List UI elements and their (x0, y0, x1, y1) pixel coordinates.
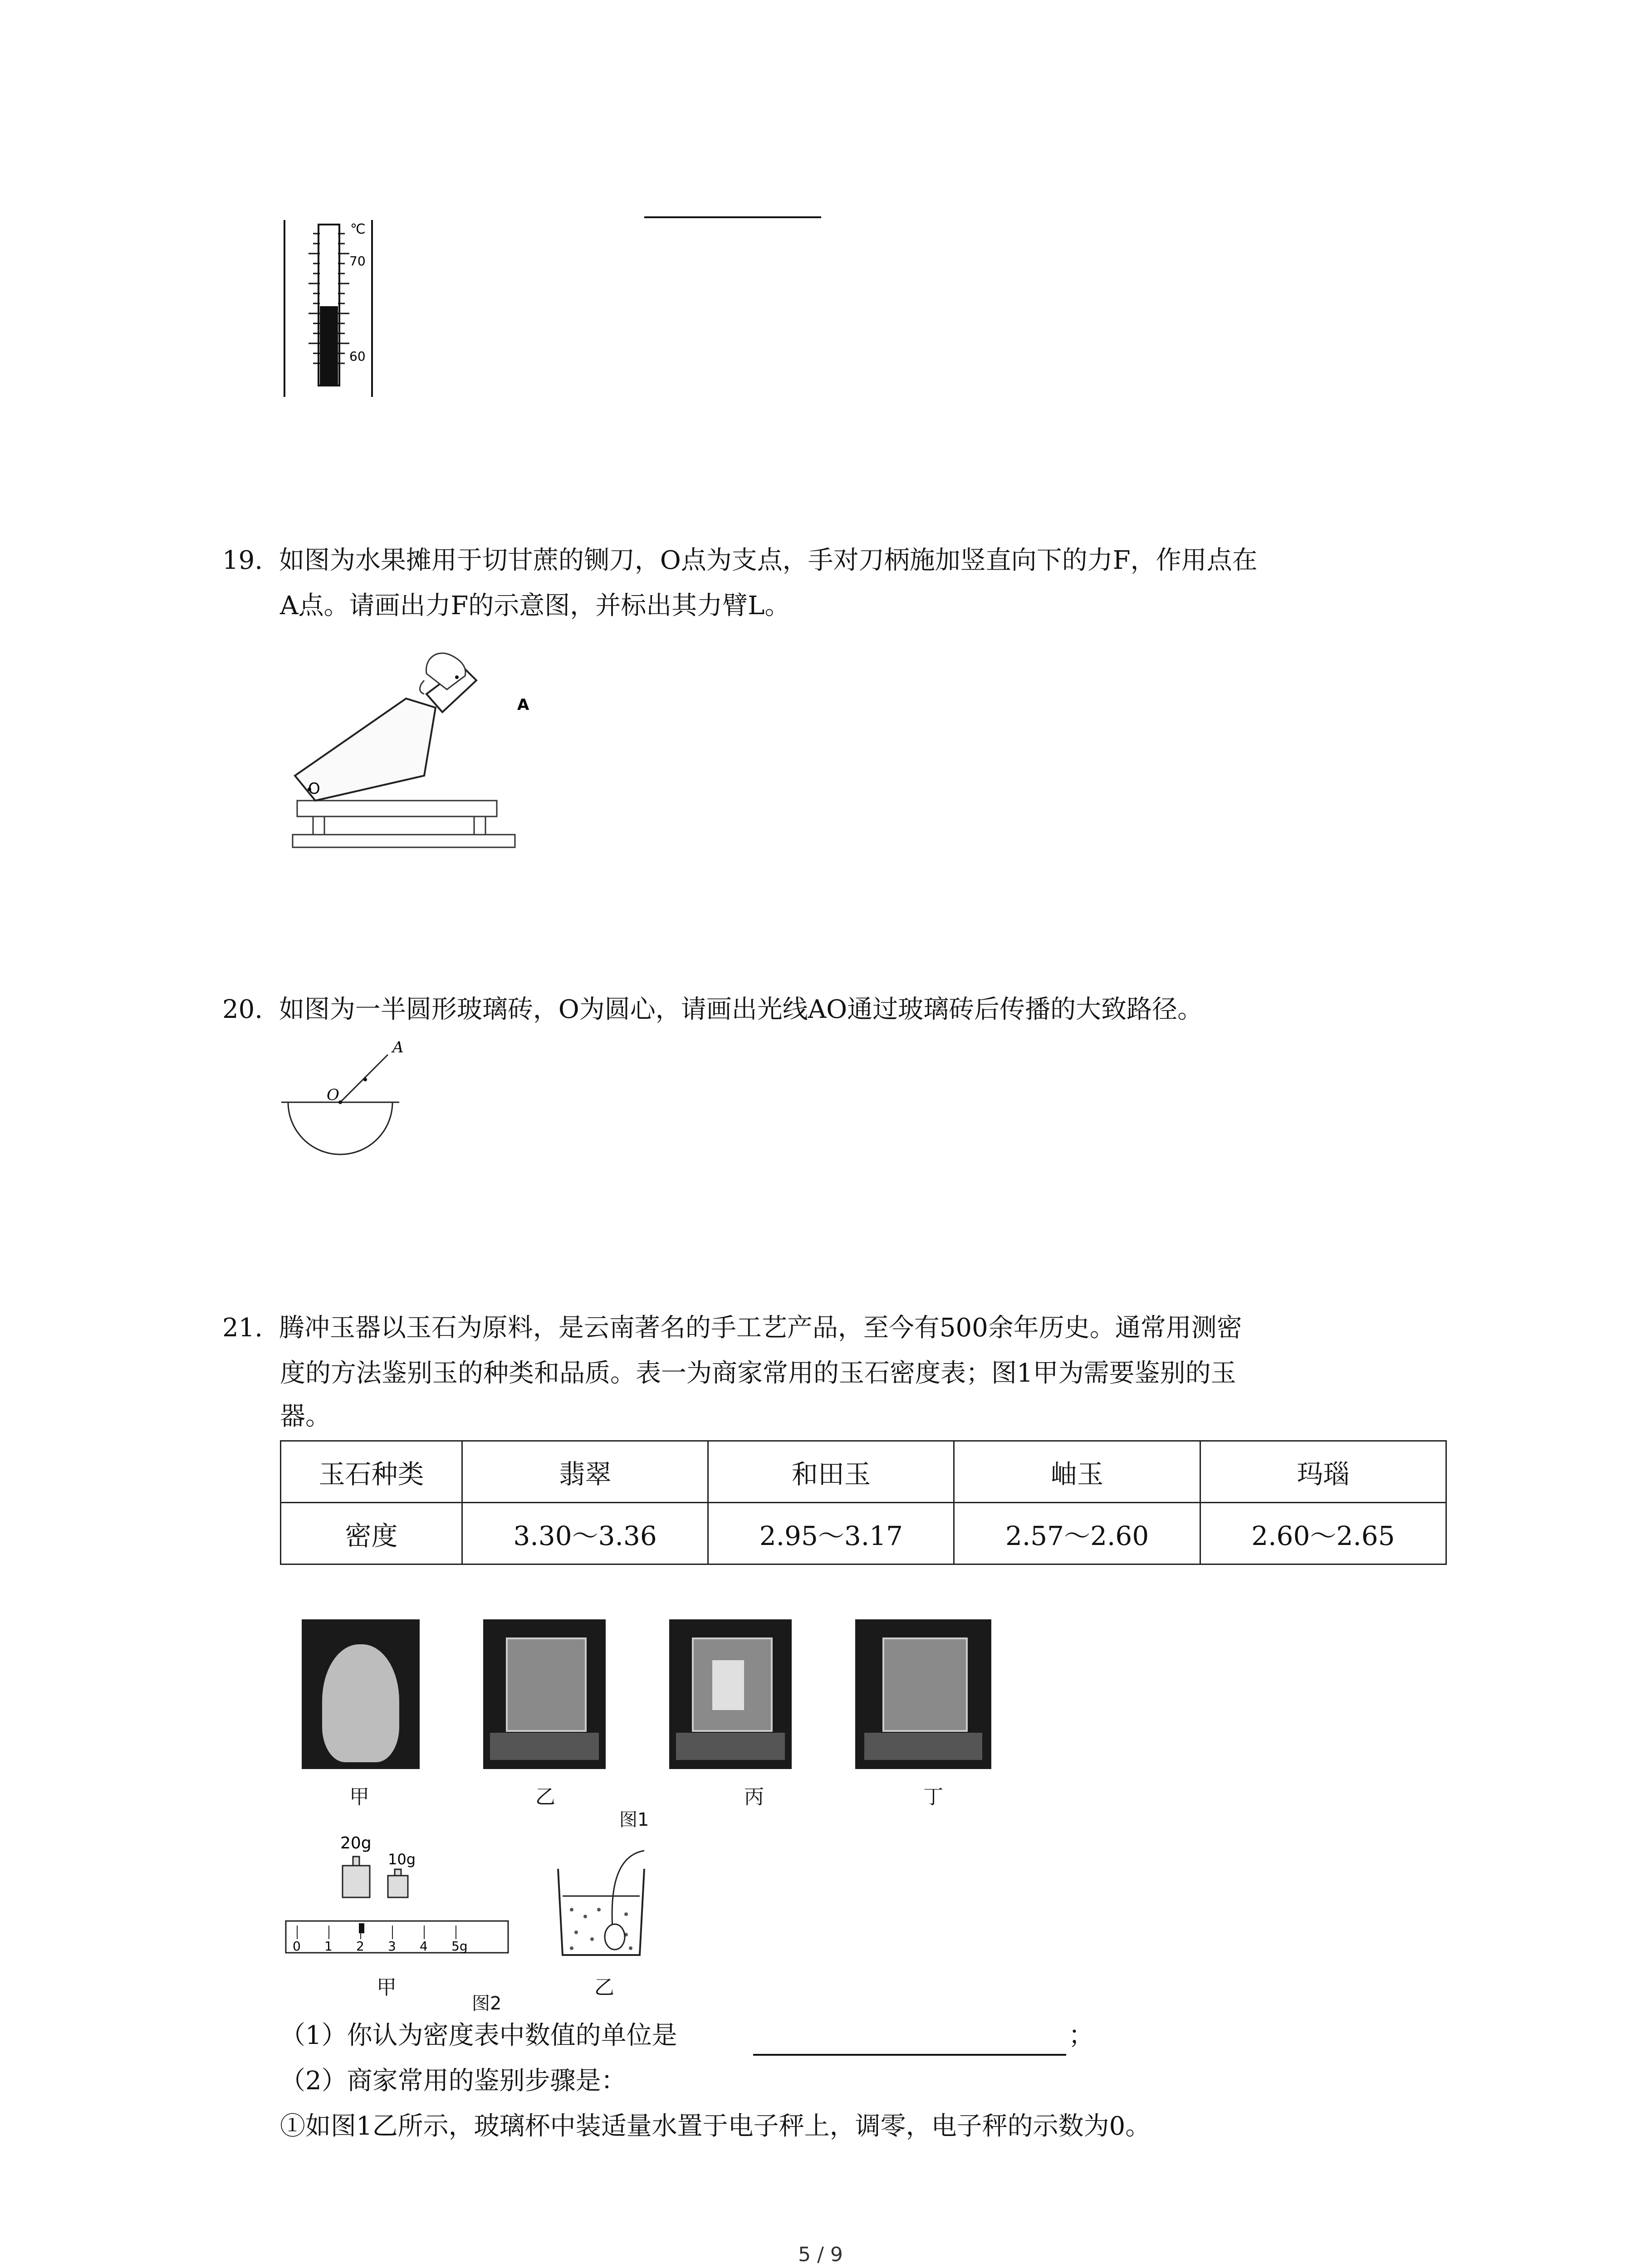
fig1-title: 图1 (619, 1809, 649, 1830)
question-21-line3: 器。 (280, 1402, 331, 1431)
fig1-photo-jade-bottom (855, 1619, 991, 1769)
fig1-photo-scale-water (483, 1619, 606, 1769)
table-header-cell: 玛瑙 (1200, 1441, 1446, 1503)
scale-tick-3: 3 (388, 1939, 396, 1954)
fig1-label-yi: 乙 (535, 1785, 555, 1809)
fig1-photo-jade (302, 1619, 420, 1769)
point-A-label: A (517, 696, 529, 714)
weight-20g-label: 20g (340, 1834, 372, 1853)
question-21-line1: 腾冲玉器以玉石为原料，是云南著名的手工艺产品，至今有500余年历史。通常用测密 (279, 1313, 1242, 1343)
fig1-label-bing: 丙 (744, 1785, 764, 1809)
q21-sub1-text: （1）你认为密度表中数值的单位是 (280, 2021, 677, 2050)
question-20-number: 20. (222, 995, 263, 1024)
fig2-title: 图2 (472, 1993, 502, 2014)
fig1-photo-jade-in-water (669, 1619, 792, 1769)
table-header-cell: 玉石种类 (281, 1441, 462, 1503)
fig2-label-jia: 甲 (377, 1976, 397, 1999)
question-21-line2: 度的方法鉴别玉的种类和品质。表一为商家常用的玉石密度表；图1甲为需要鉴别的玉 (280, 1359, 1236, 1388)
weight-10g-label: 10g (388, 1851, 416, 1868)
jade-density-table (280, 1440, 1447, 1565)
scale-tick-4: 4 (420, 1939, 428, 1954)
question-21-number: 21. (222, 1313, 263, 1343)
table-header-cell: 岫玉 (954, 1441, 1200, 1503)
table-header-cell: 和田玉 (708, 1441, 954, 1503)
scale-tick-5g: 5g (451, 1939, 468, 1954)
fig2-balance-figure (281, 1830, 517, 1984)
answer-blank-line (644, 216, 821, 218)
answer-blank-density-unit[interactable] (753, 2054, 1066, 2056)
sugarcane-cutter-figure (288, 631, 529, 853)
table-row (281, 1441, 1446, 1503)
fig2-label-yi: 乙 (594, 1976, 614, 1999)
table-cell: 2.60～2.65 (1200, 1503, 1446, 1564)
center-O-label: O (327, 1086, 339, 1104)
fig1-label-jia: 甲 (349, 1785, 369, 1809)
q21-step1-text: ①如图1乙所示，玻璃杯中装适量水置于电子秤上，调零，电子秤的示数为0。 (280, 2112, 1151, 2141)
scale-tick-2: 2 (356, 1939, 364, 1954)
table-cell: 密度 (281, 1503, 462, 1564)
question-21 (222, 1306, 1474, 1350)
table-cell: 3.30～3.36 (462, 1503, 708, 1564)
table-cell: 2.57～2.60 (954, 1503, 1200, 1564)
question-19-number: 19. (222, 546, 263, 575)
question-19-line2: A点。请画出力F的示意图，并标出其力臂L。 (280, 591, 790, 621)
question-20-line1: 如图为一半圆形玻璃砖，O为圆心，请画出光线AO通过玻璃砖后传播的大致路径。 (279, 995, 1203, 1024)
point-O-label: O (308, 780, 320, 798)
fig1-label-ding: 丁 (923, 1785, 943, 1809)
scale-tick-0: 0 (293, 1939, 301, 1954)
table-row (281, 1503, 1446, 1564)
fig2-beaker-figure (554, 1842, 662, 1964)
question-20 (222, 988, 1474, 1031)
page-number: 5 / 9 (798, 2243, 843, 2266)
thermo-tick-60: 60 (349, 349, 366, 364)
q21-sub1-semicolon: ； (1068, 2021, 1094, 2050)
semicircle-glass-figure (279, 1036, 402, 1173)
thermo-tick-70: 70 (349, 254, 366, 269)
table-cell: 2.95～3.17 (708, 1503, 954, 1564)
table-header-cell: 翡翠 (462, 1441, 708, 1503)
question-19 (222, 539, 1474, 582)
thermo-unit: ℃ (350, 221, 366, 237)
question-19-line1: 如图为水果摊用于切甘蔗的铡刀，O点为支点，手对刀柄施加竖直向下的力F，作用点在 (279, 546, 1258, 575)
ray-point-A-label: A (392, 1038, 404, 1056)
scale-tick-1: 1 (324, 1939, 333, 1954)
q21-sub2-text: （2）商家常用的鉴别步骤是： (280, 2066, 627, 2096)
thermometer-figure (281, 220, 381, 399)
